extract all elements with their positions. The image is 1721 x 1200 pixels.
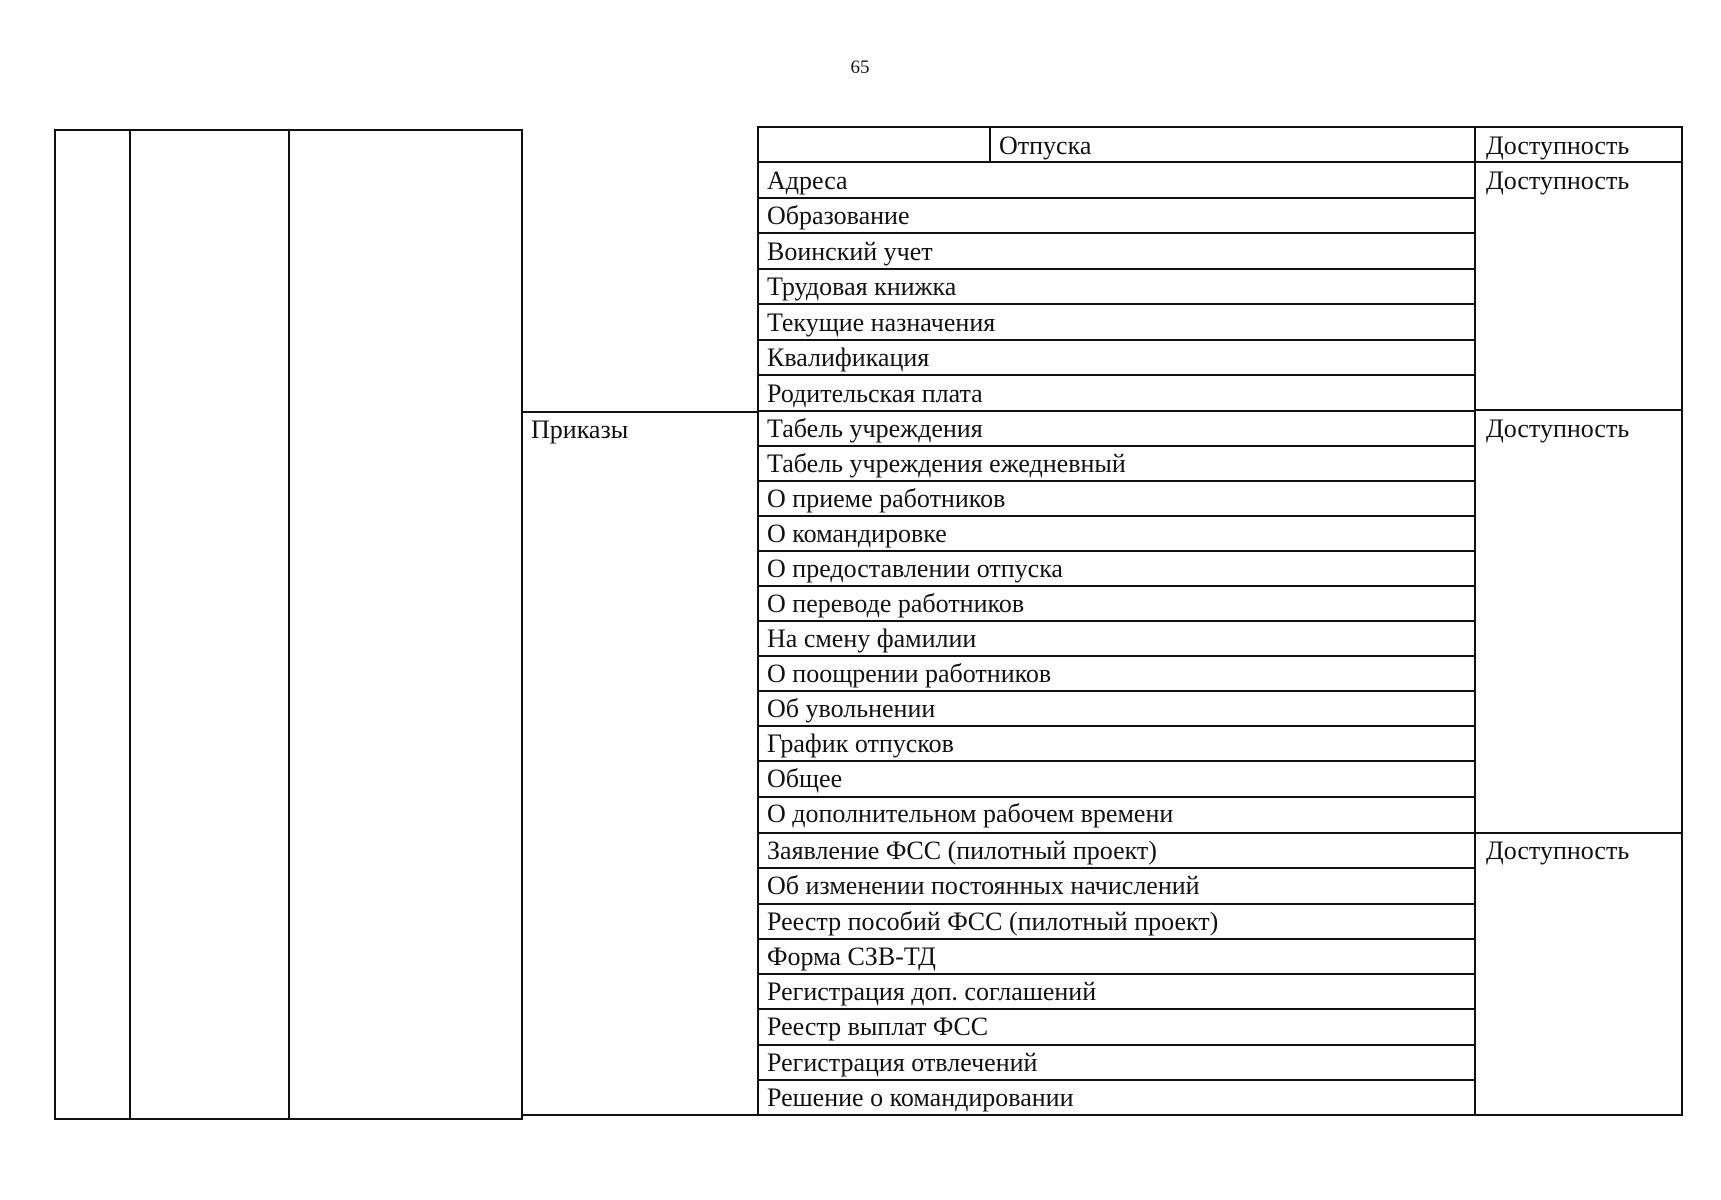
item-szv-td-form: Форма СЗВ-ТД xyxy=(767,942,936,971)
item-encouragement: О поощрении работников xyxy=(767,659,1052,688)
page-number: 65 xyxy=(850,57,870,78)
access-group-divider-1 xyxy=(1474,409,1683,411)
header-section-vacations: Отпуска xyxy=(999,131,1092,160)
access-column-right xyxy=(1681,126,1683,1115)
item-parental-fee: Родительская плата xyxy=(767,379,983,408)
item-business-trip-decision: Решение о командировании xyxy=(767,1083,1074,1112)
column-divider-3 xyxy=(521,129,523,1120)
table-border-left xyxy=(54,129,56,1120)
category-orders: Приказы xyxy=(531,415,629,444)
items-table-top xyxy=(757,126,1683,128)
category-bottom-border xyxy=(521,1114,758,1116)
header-access: Доступность xyxy=(1486,131,1630,160)
item-general: Общее xyxy=(767,764,843,793)
item-surname-change: На смену фамилии xyxy=(767,624,977,653)
item-military-registration: Воинский учет xyxy=(767,237,933,266)
header-cell-divider xyxy=(989,126,991,162)
item-education: Образование xyxy=(767,201,910,230)
column-divider-2 xyxy=(288,129,290,1120)
item-addresses: Адреса xyxy=(767,166,848,195)
item-vacation-schedule: График отпусков xyxy=(767,729,954,758)
item-qualification: Квалификация xyxy=(767,343,930,372)
item-timesheet: Табель учреждения xyxy=(767,414,983,443)
item-fss-application: Заявление ФСС (пилотный проект) xyxy=(767,836,1157,865)
item-additional-time: О дополнительном рабочем времени xyxy=(767,799,1174,828)
item-vacation-grant: О предоставлении отпуска xyxy=(767,554,1063,583)
item-transfer: О переводе работников xyxy=(767,589,1025,618)
access-label-group-1: Доступность xyxy=(1486,166,1630,195)
item-diversions: Регистрация отвлечений xyxy=(767,1048,1038,1077)
item-fss-benefits-register: Реестр пособий ФСС (пилотный проект) xyxy=(767,907,1219,936)
item-fss-payments-register: Реестр выплат ФСС xyxy=(767,1012,989,1041)
item-daily-timesheet: Табель учреждения ежедневный xyxy=(767,449,1126,478)
access-label-group-2: Доступность xyxy=(1486,414,1630,443)
item-hiring: О приеме работников xyxy=(767,484,1006,513)
item-employment-record: Трудовая книжка xyxy=(767,272,957,301)
item-permanent-accruals: Об изменении постоянных начислений xyxy=(767,871,1200,900)
column-divider-1 xyxy=(129,129,131,1120)
item-current-assignments: Текущие назначения xyxy=(767,308,996,337)
item-supplementary-agreements: Регистрация доп. соглашений xyxy=(767,977,1097,1006)
access-label-group-3: Доступность xyxy=(1486,836,1630,865)
item-dismissal: Об увольнении xyxy=(767,694,936,723)
item-business-trip: О командировке xyxy=(767,519,947,548)
